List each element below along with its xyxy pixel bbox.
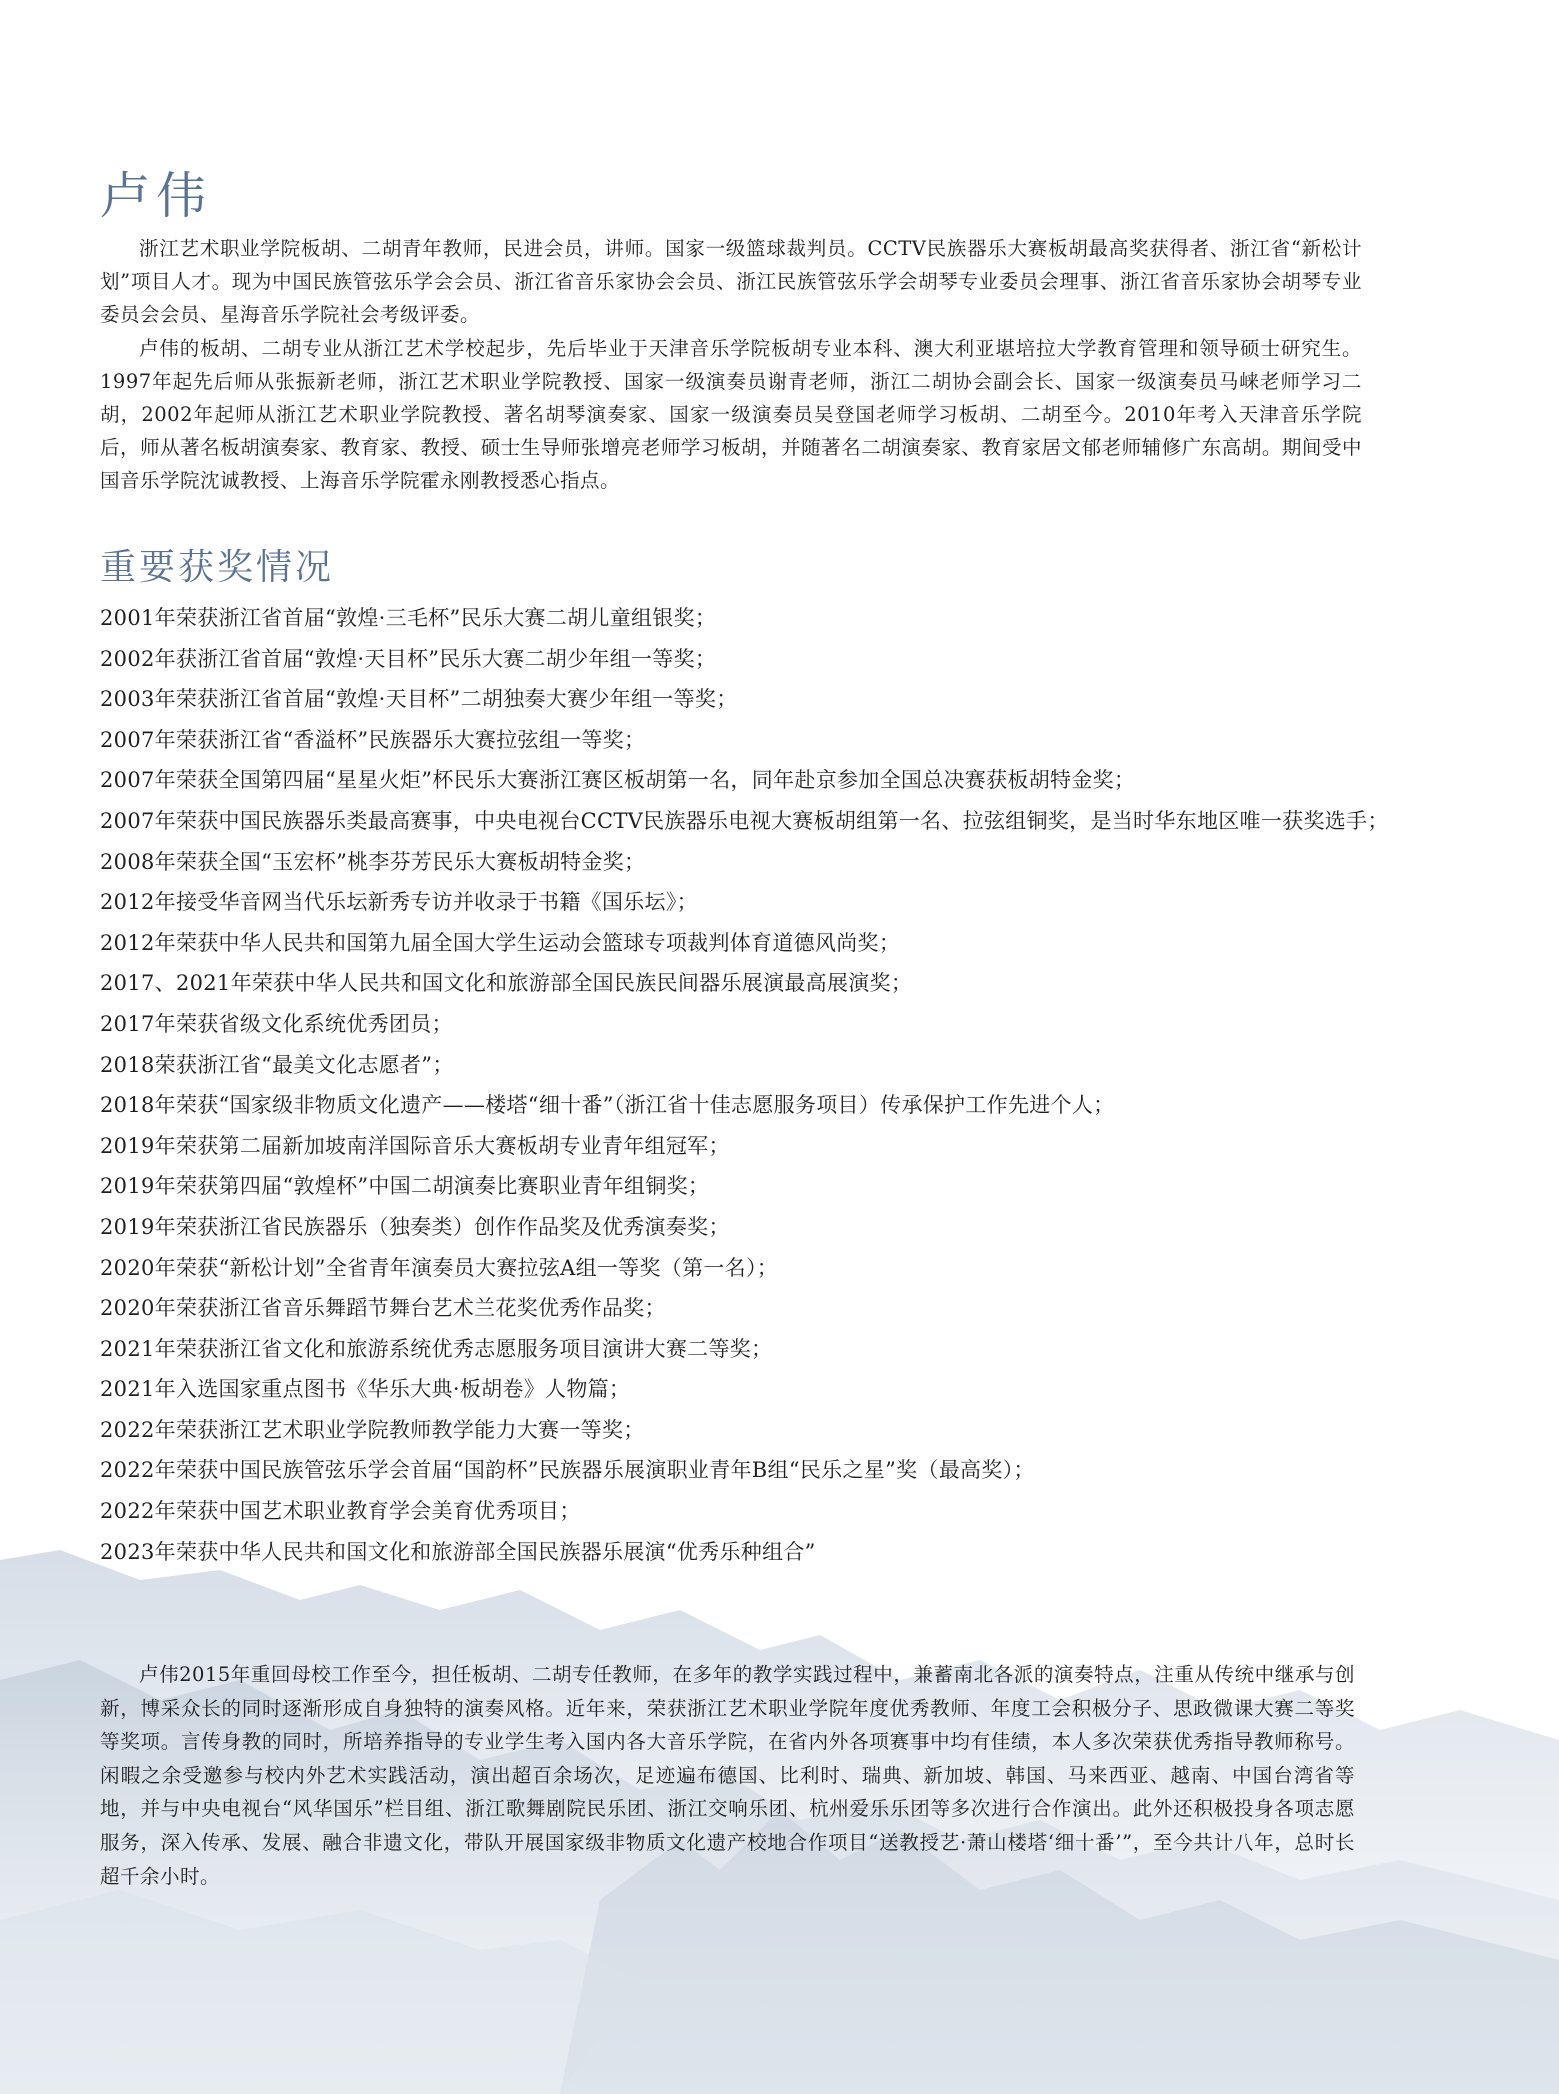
award-item: 2020年荣获浙江省音乐舞蹈节舞台艺术兰花奖优秀作品奖； xyxy=(100,1296,666,1321)
award-item: 2017年荣获省级文化系统优秀团员； xyxy=(100,1011,453,1036)
biography-section xyxy=(100,232,1362,498)
award-item: 2021年入选国家重点图书《华乐大典·板胡卷》人物篇； xyxy=(100,1377,631,1402)
bio-paragraph: 卢伟的板胡、二胡专业从浙江艺术学校起步，先后毕业于天津音乐学院板胡专业本科、澳大利亚堪培拉大学教育管理和领导硕士研究生。1997年起先后师从张振新老师，浙江艺术职业学院教授、国家一级演奏员谢青老师，浙江二胡协会副会长、国家一级演奏员马崃老师学习二胡，2002年起师从浙江艺术职业学院教授、著名胡琴演奏家、国家一级演奏员吴登国老师学习板胡、二胡至今。2010年考入天津音乐学院后，师从著名板胡演奏家、教育家、教授、硕士生导师张增亮老师学习板胡，并随著名二胡演奏家、教育家居文郁老师辅修广东高胡。期间受中国音乐学院沈诚教授、上海音乐学院霍永刚教授悉心指点。 xyxy=(100,336,1362,493)
award-item: 2020年荣获“新松计划”全省青年演奏员大赛拉弦A组一等奖（第一名）； xyxy=(100,1255,779,1280)
page-title: 卢伟 xyxy=(100,167,212,225)
closing-section xyxy=(100,1658,1355,1893)
award-item: 2018荣获浙江省“最美文化志愿者”； xyxy=(100,1052,454,1077)
award-item: 2018年荣获“国家级非物质文化遗产——楼塔“细十番”（浙江省十佳志愿服务项目）传承保护工作先进个人； xyxy=(100,1093,1115,1118)
award-item: 2001年荣获浙江省首届“敦煌·三毛杯”民乐大赛二胡儿童组银奖； xyxy=(100,606,717,630)
award-item: 2022年荣获中国艺术职业教育学会美育优秀项目； xyxy=(100,1499,581,1524)
award-item: 2002年获浙江省首届“敦煌·天目杯”民乐大赛二胡少年组一等奖； xyxy=(100,646,717,671)
award-item: 2019年荣获第四届“敦煌杯”中国二胡演奏比赛职业青年组铜奖； xyxy=(100,1174,710,1199)
award-item: 2003年荣获浙江省首届“敦煌·天目杯”二胡独奏大赛少年组一等奖； xyxy=(100,687,738,712)
award-item: 2007年荣获浙江省“香溢杯”民族器乐大赛拉弦组一等奖； xyxy=(100,727,646,752)
award-item: 2007年荣获中国民族器乐类最高赛事，中央电视台CCTV民族器乐电视大赛板胡组第一名、拉弦组铜奖，是当时华东地区唯一获奖选手； xyxy=(100,808,1389,833)
bio-paragraph: 浙江艺术职业学院板胡、二胡青年教师，民进会员，讲师。国家一级篮球裁判员。CCTV民族器乐大赛板胡最高奖获得者、浙江省“新松计划”项目人才。现为中国民族管弦乐学会会员、浙江省音乐家协会会员、浙江民族管弦乐学会胡琴专业委员会理事、浙江省音乐家协会胡琴专业委员会会员、星海音乐学院社会考级评委。 xyxy=(100,237,1362,327)
award-item: 2019年荣获浙江省民族器乐（独奏类）创作作品奖及优秀演奏奖； xyxy=(100,1214,730,1239)
award-item: 2017、2021年荣获中华人民共和国文化和旅游部全国民族民间器乐展演最高展演奖； xyxy=(100,971,913,996)
award-item: 2022年荣获浙江艺术职业学院教师教学能力大赛一等奖； xyxy=(100,1417,645,1442)
award-item: 2023年荣获中华人民共和国文化和旅游部全国民族器乐展演“优秀乐种组合” xyxy=(100,1539,816,1564)
award-item: 2019年荣获第二届新加坡南洋国际音乐大赛板胡专业青年组冠军； xyxy=(100,1133,730,1158)
awards-list xyxy=(100,598,1480,1572)
award-item: 2007年荣获全国第四届“星星火炬”杯民乐大赛浙江赛区板胡第一名，同年赴京参加全国总决赛获板胡特金奖； xyxy=(100,768,1136,793)
closing-paragraph: 卢伟2015年重回母校工作至今，担任板胡、二胡专任教师，在多年的教学实践过程中，兼蓄南北各派的演奏特点，注重从传统中继承与创新，博采众长的同时逐渐形成自身独特的演奏风格。近年来，荣获浙江艺术职业学院年度优秀教师、年度工会积极分子、思政微课大赛二等奖等奖项。言传身教的同时，所培养指导的专业学生考入国内各大音乐学院，在省内外各项赛事中均有佳绩，本人多次荣获优秀指导教师称号。闲暇之余受邀参与校内外艺术实践活动，演出超百余场次，足迹遍布德国、比利时、瑞典、新加坡、韩国、马来西亚、越南、中国台湾省等地，并与中央电视台“风华国乐”栏目组、浙江歌舞剧院民乐团、浙江交响乐团、杭州爱乐乐团等多次进行合作演出。此外还积极投身各项志愿服务，深入传承、发展、融合非遗文化，带队开展国家级非物质文化遗产校地合作项目“送教授艺·萧山楼塔‘细十番’”，至今共计八年，总时长超千余小时。 xyxy=(100,1663,1355,1888)
award-item: 2022年荣获中国民族管弦乐学会首届“国韵杯”民族器乐展演职业青年B组“民乐之星”奖（最高奖）； xyxy=(100,1458,1035,1483)
award-item: 2021年荣获浙江省文化和旅游系统优秀志愿服务项目演讲大赛二等奖； xyxy=(100,1336,773,1361)
award-item: 2012年荣获中华人民共和国第九届全国大学生运动会篮球专项裁判体育道德风尚奖； xyxy=(100,930,901,955)
award-item: 2012年接受华音网当代乐坛新秀专访并收录于书籍《国乐坛》； xyxy=(100,890,698,915)
award-item: 2008年荣获全国“玉宏杯”桃李芬芳民乐大赛板胡特金奖； xyxy=(100,849,646,874)
awards-heading: 重要获奖情况 xyxy=(100,547,335,588)
